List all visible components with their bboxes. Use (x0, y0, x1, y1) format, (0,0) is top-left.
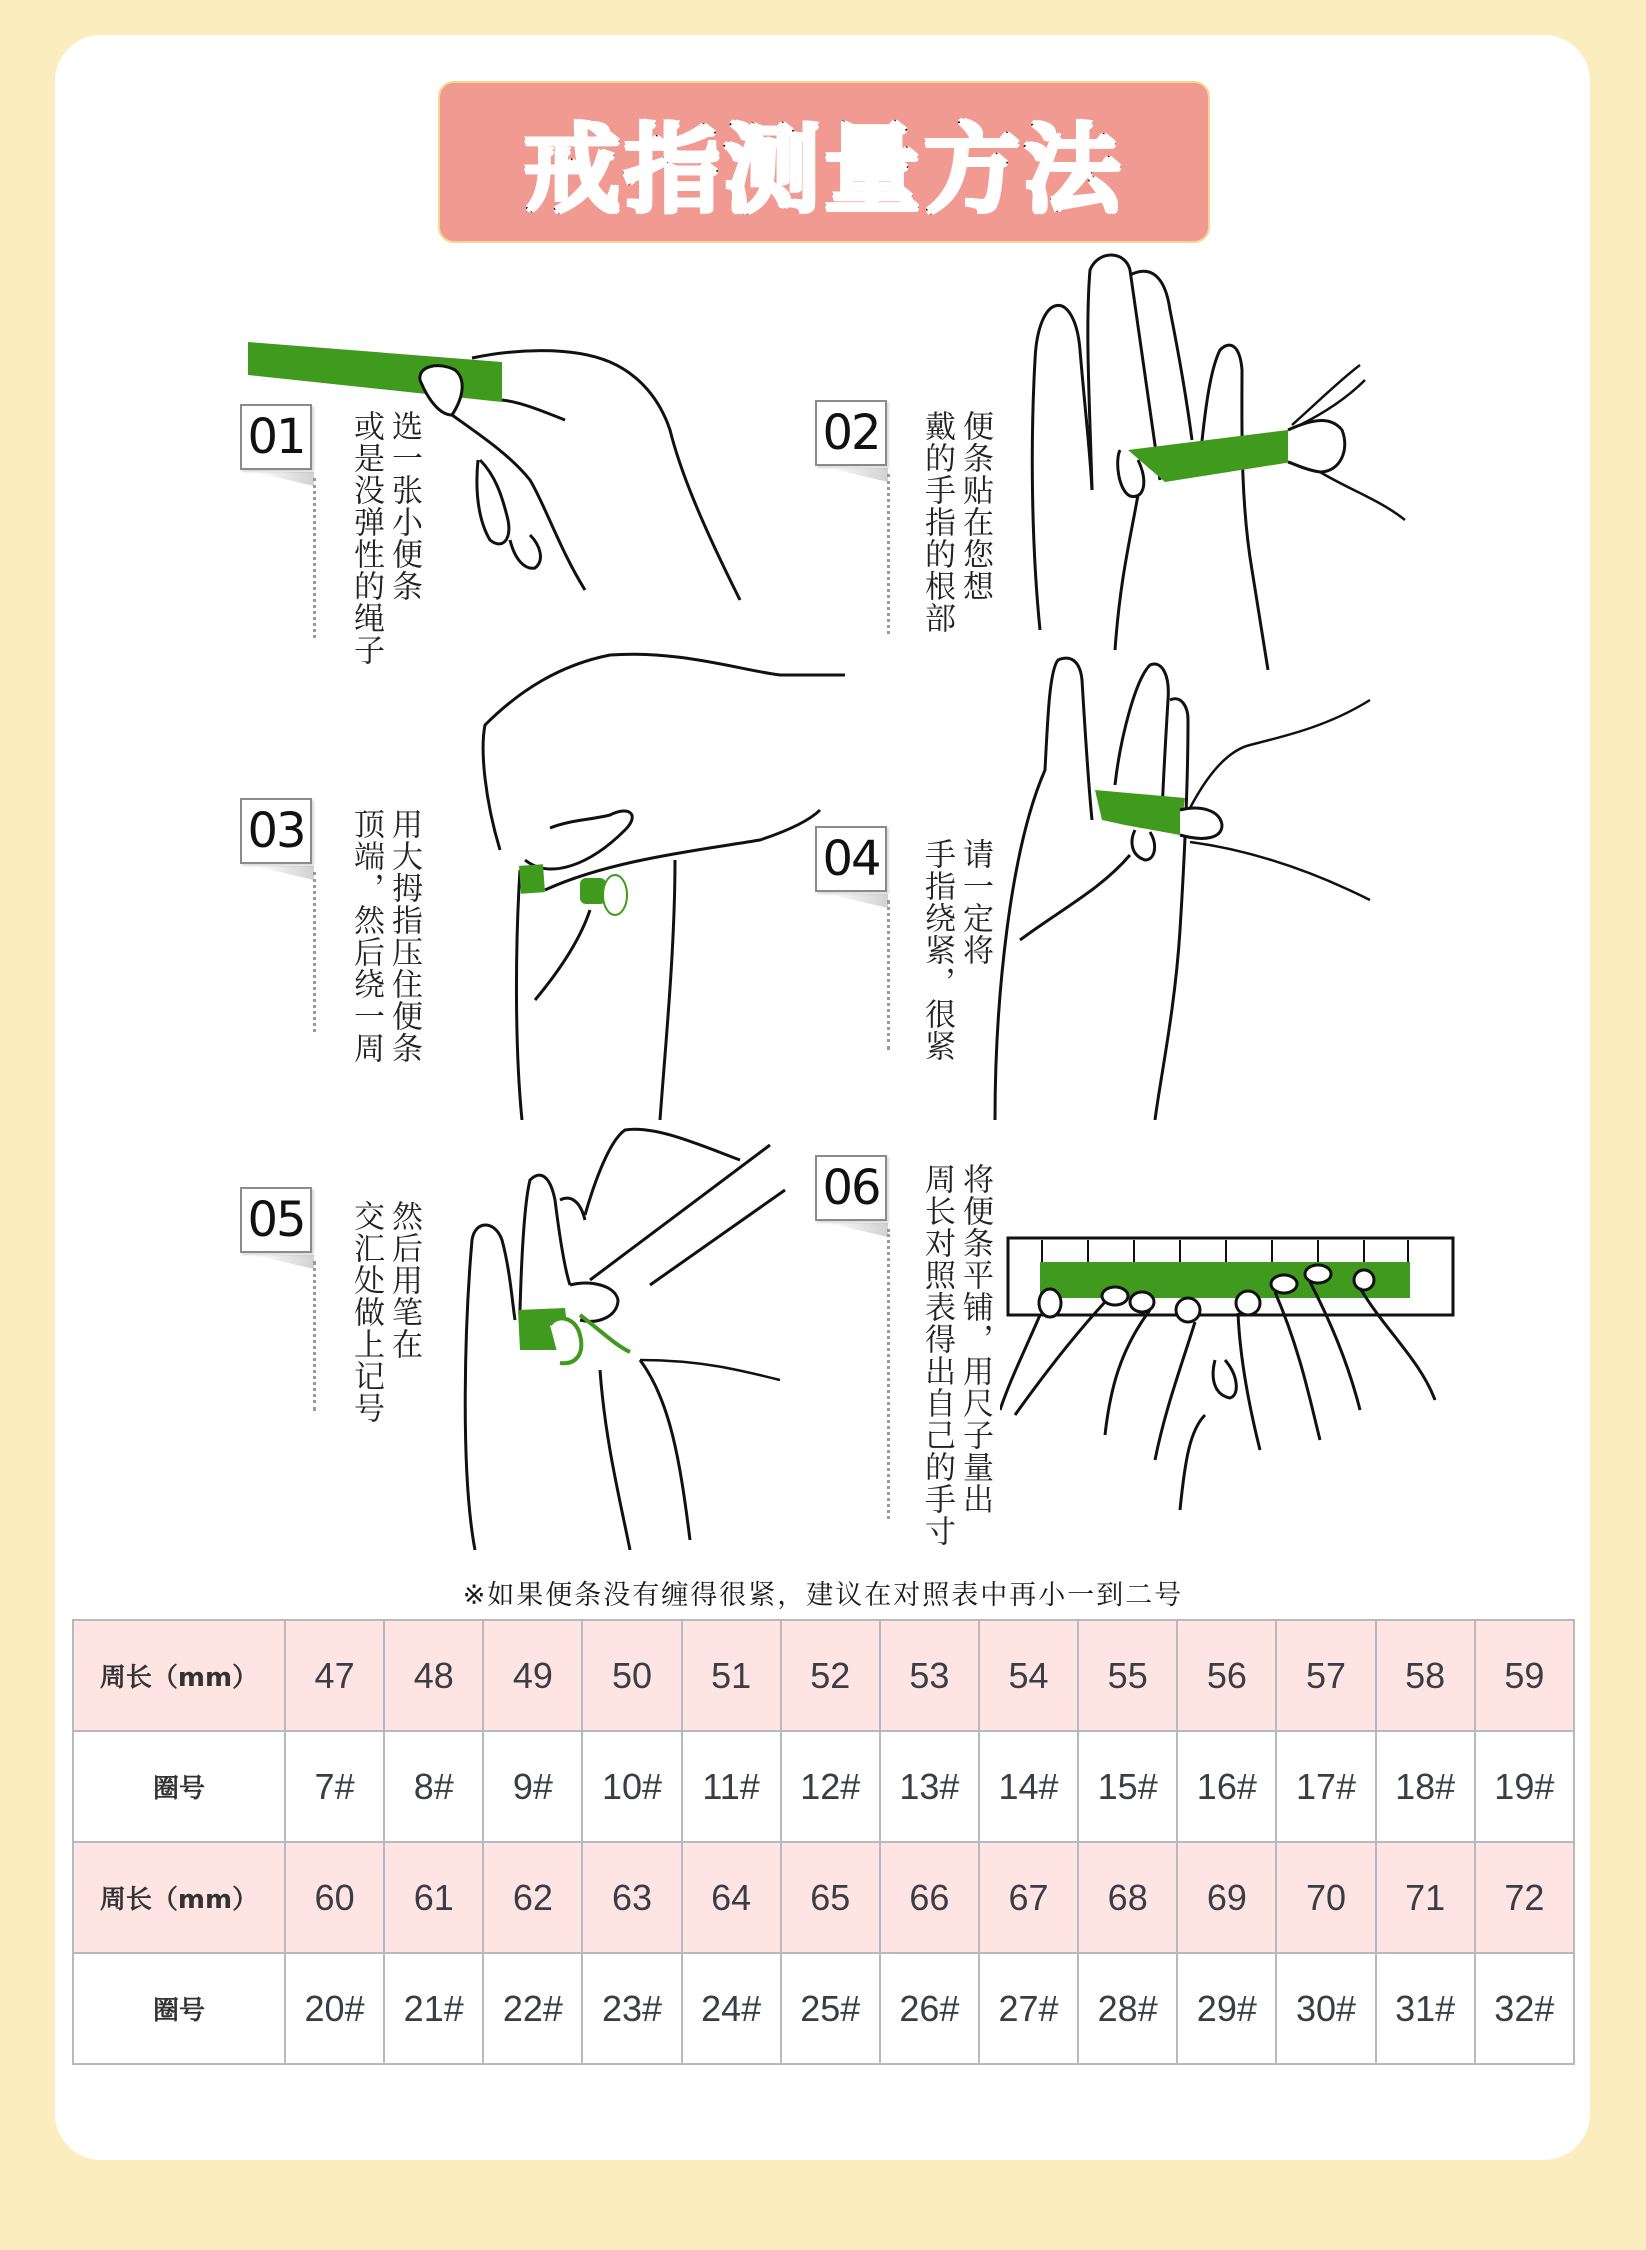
table-cell: 20# (285, 1953, 384, 2064)
table-cell: 12# (781, 1731, 880, 1842)
step-04-line-2: 手指绕紧，很紧 (919, 838, 955, 1062)
table-cell: 11# (682, 1731, 781, 1842)
step-divider-line (313, 872, 316, 1032)
table-cell: 55 (1078, 1620, 1177, 1731)
table-cell: 51 (682, 1620, 781, 1731)
step-number-05: 05 (240, 1187, 312, 1253)
table-cell: 9# (483, 1731, 582, 1842)
step-03-line-1: 用大拇指压住便条 (386, 808, 422, 1064)
table-cell: 10# (582, 1731, 681, 1842)
table-cell: 19# (1475, 1731, 1574, 1842)
step-number-02: 02 (815, 400, 887, 466)
table-cell: 21# (384, 1953, 483, 2064)
row-label: 周长（mm） (73, 1620, 285, 1731)
step-03-text (347, 808, 423, 1108)
table-cell: 8# (384, 1731, 483, 1842)
step-05-line-1: 然后用笔在 (386, 1200, 422, 1360)
table-cell: 63 (582, 1842, 681, 1953)
step-number-01: 01 (240, 404, 312, 470)
table-cell: 32# (1475, 1953, 1574, 2064)
strip-on-finger-base-icon (1020, 250, 1440, 670)
table-cell: 53 (880, 1620, 979, 1731)
step-02-line-2: 戴的手指的根部 (919, 410, 955, 634)
table-cell: 61 (384, 1842, 483, 1953)
table-cell: 70 (1276, 1842, 1375, 1953)
table-cell: 47 (285, 1620, 384, 1731)
step-04-line-1: 请一定将 (957, 838, 993, 966)
step-01-line-2: 或是没弹性的绳子 (348, 410, 384, 666)
table-cell: 28# (1078, 1953, 1177, 2064)
table-cell: 72 (1475, 1842, 1574, 1953)
table-row-ring-size-1 (73, 1731, 1574, 1842)
table-cell: 30# (1276, 1953, 1375, 2064)
table-cell: 13# (880, 1731, 979, 1842)
table-cell: 22# (483, 1953, 582, 2064)
step-06-text (918, 1163, 994, 1573)
step-divider-line (313, 1261, 316, 1411)
table-cell: 26# (880, 1953, 979, 2064)
table-cell: 60 (285, 1842, 384, 1953)
step-03-line-2: 顶端，然后绕一周 (348, 808, 384, 1064)
table-row-circumference-1 (73, 1620, 1574, 1731)
pen-mark-strip-icon (440, 1120, 820, 1570)
table-cell: 50 (582, 1620, 681, 1731)
page-title: 戒指测量方法 (524, 113, 1124, 226)
table-cell: 52 (781, 1620, 880, 1731)
table-cell: 31# (1376, 1953, 1475, 2064)
step-number-03: 03 (240, 798, 312, 864)
ring-size-table (72, 1619, 1575, 2065)
table-cell: 48 (384, 1620, 483, 1731)
table-cell: 15# (1078, 1731, 1177, 1842)
table-cell: 71 (1376, 1842, 1475, 1953)
step-04-text (918, 838, 994, 1078)
step-01-line-1: 选一张小便条 (386, 410, 422, 602)
table-cell: 14# (979, 1731, 1078, 1842)
table-cell: 67 (979, 1842, 1078, 1953)
table-cell: 66 (880, 1842, 979, 1953)
step-05-text (347, 1200, 423, 1450)
row-label: 圈号 (73, 1953, 285, 2064)
wrap-finger-tight-icon (990, 650, 1410, 1120)
table-cell: 27# (979, 1953, 1078, 2064)
step-divider-line (887, 474, 890, 634)
table-cell: 56 (1177, 1620, 1276, 1731)
table-cell: 49 (483, 1620, 582, 1731)
table-cell: 58 (1376, 1620, 1475, 1731)
step-05-line-2: 交汇处做上记号 (348, 1200, 384, 1424)
ruler-measure-strip-icon (1000, 1200, 1480, 1540)
step-06-line-1: 将便条平铺，用尺子量出 (957, 1163, 993, 1515)
step-number-04: 04 (815, 826, 887, 892)
step-02-line-1: 便条贴在您想 (957, 410, 993, 602)
table-cell: 69 (1177, 1842, 1276, 1953)
table-cell: 7# (285, 1731, 384, 1842)
table-cell: 54 (979, 1620, 1078, 1731)
table-cell: 59 (1475, 1620, 1574, 1731)
step-02-text (918, 410, 994, 670)
table-cell: 18# (1376, 1731, 1475, 1842)
step-number-06: 06 (815, 1155, 887, 1221)
row-label: 圈号 (73, 1731, 285, 1842)
table-cell: 23# (582, 1953, 681, 2064)
table-cell: 65 (781, 1842, 880, 1953)
row-label: 周长（mm） (73, 1842, 285, 1953)
table-cell: 57 (1276, 1620, 1375, 1731)
table-cell: 29# (1177, 1953, 1276, 2064)
table-row-ring-size-2 (73, 1953, 1574, 2064)
table-cell: 24# (682, 1953, 781, 2064)
step-06-line-2: 周长对照表得出自己的手寸 (919, 1163, 955, 1547)
step-divider-line (887, 900, 890, 1050)
table-row-circumference-2 (73, 1842, 1574, 1953)
tightness-note: ※如果便条没有缠得很紧，建议在对照表中再小一到二号 (462, 1580, 1184, 1611)
table-cell: 25# (781, 1953, 880, 2064)
table-cell: 17# (1276, 1731, 1375, 1842)
table-cell: 68 (1078, 1842, 1177, 1953)
table-cell: 16# (1177, 1731, 1276, 1842)
title-banner (438, 81, 1210, 243)
table-cell: 62 (483, 1842, 582, 1953)
hand-holding-green-strip-icon (240, 250, 800, 650)
step-divider-line (887, 1229, 890, 1519)
table-cell: 64 (682, 1842, 781, 1953)
